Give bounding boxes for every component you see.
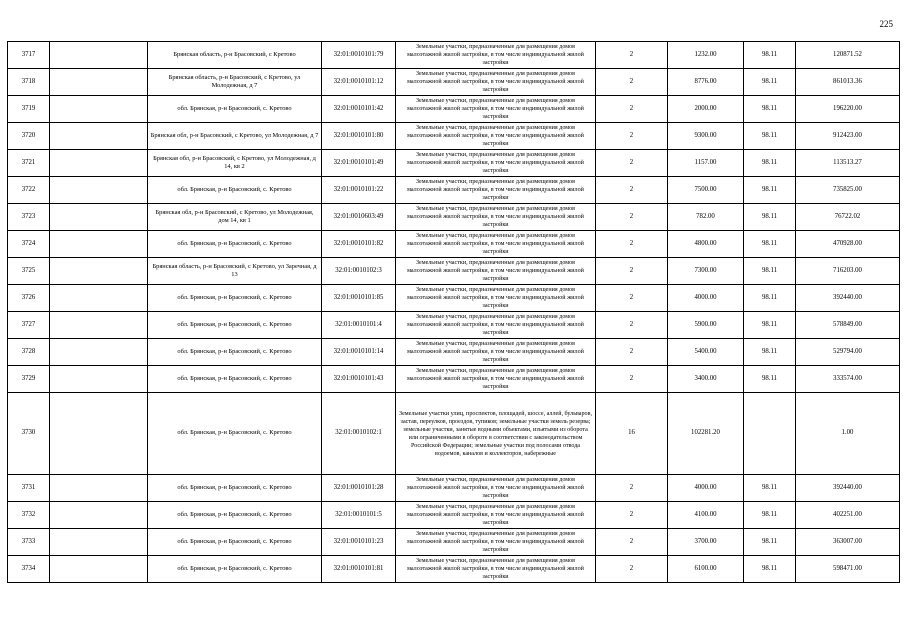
table-body — [8, 42, 900, 583]
blank-cell — [50, 475, 148, 502]
table-row — [8, 556, 900, 583]
cadastral-number-cell: 32:01:0010101:81 — [322, 556, 396, 583]
area-cell: 6100.00 — [668, 556, 744, 583]
area-cell: 1157.00 — [668, 150, 744, 177]
table-row — [8, 366, 900, 393]
land-use-category-cell: Земельные участки, предназначенные для размещения домов малоэтажной жилой застройки, в том числе индивидуальной жилой застройки — [396, 177, 596, 204]
blank-cell — [50, 556, 148, 583]
land-use-category-cell: Земельные участки улиц, проспектов, площадей, шоссе, аллей, бульваров, застав, переулков, проездов, тупиков; земельные участки земель резерва; земельные участки, занятые водными объектами, изъятыми из оборота или ограниченными в обороте в соответствии с законодательством Российской Федерации; земельные участки под полосами отвода водоемов, каналов и коллекторов, набережные — [396, 393, 596, 475]
cadastral-value-cell: 392440.00 — [796, 285, 900, 312]
address-cell: обл. Брянская, р-н Брасовский, с. Кретово — [148, 556, 322, 583]
area-cell: 782.00 — [668, 204, 744, 231]
group-cell: 2 — [596, 529, 668, 556]
table-row — [8, 312, 900, 339]
table-row — [8, 204, 900, 231]
land-use-category-cell: Земельные участки, предназначенные для размещения домов малоэтажной жилой застройки, в том числе индивидуальной жилой застройки — [396, 231, 596, 258]
cadastral-number-cell: 32:01:0010102:3 — [322, 258, 396, 285]
land-use-category-cell: Земельные участки, предназначенные для размещения домов малоэтажной жилой застройки, в том числе индивидуальной жилой застройки — [396, 475, 596, 502]
cadastral-value-cell: 1.00 — [796, 393, 900, 475]
area-cell: 2000.00 — [668, 96, 744, 123]
blank-cell — [50, 69, 148, 96]
cadastral-number-cell: 32:01:0010101:43 — [322, 366, 396, 393]
address-cell: обл. Брянская, р-н Брасовский, с. Кретово — [148, 393, 322, 475]
address-cell: обл. Брянская, р-н Брасовский, с. Кретово — [148, 529, 322, 556]
land-use-category-cell: Земельные участки, предназначенные для размещения домов малоэтажной жилой застройки, в том числе индивидуальной жилой застройки — [396, 42, 596, 69]
cadastral-value-cell: 861013.36 — [796, 69, 900, 96]
cadastral-value-cell: 402251.00 — [796, 502, 900, 529]
specific-value-cell: 98.11 — [744, 475, 796, 502]
land-use-category-cell: Земельные участки, предназначенные для размещения домов малоэтажной жилой застройки, в том числе индивидуальной жилой застройки — [396, 96, 596, 123]
cadastral-number-cell: 32:01:0010101:22 — [322, 177, 396, 204]
cadastral-value-cell: 912423.00 — [796, 123, 900, 150]
blank-cell — [50, 123, 148, 150]
cadastral-number-cell: 32:01:0010101:23 — [322, 529, 396, 556]
row-number: 3733 — [8, 529, 50, 556]
address-cell: обл. Брянская, р-н Брасовский, с. Кретово — [148, 312, 322, 339]
group-cell: 2 — [596, 339, 668, 366]
blank-cell — [50, 285, 148, 312]
blank-cell — [50, 312, 148, 339]
group-cell: 2 — [596, 502, 668, 529]
specific-value-cell: 98.11 — [744, 123, 796, 150]
table-row — [8, 69, 900, 96]
page-number: 225 — [879, 19, 893, 29]
specific-value-cell: 98.11 — [744, 502, 796, 529]
specific-value-cell: 98.11 — [744, 177, 796, 204]
table-row — [8, 42, 900, 69]
table-row — [8, 502, 900, 529]
cadastral-number-cell: 32:01:0010101:85 — [322, 285, 396, 312]
specific-value-cell: 98.11 — [744, 204, 796, 231]
table-row — [8, 96, 900, 123]
row-number: 3727 — [8, 312, 50, 339]
area-cell: 102281.20 — [668, 393, 744, 475]
address-cell: Брянская обл, р-н Брасовский, с Кретово, ул Молодежная, д 7 — [148, 123, 322, 150]
area-cell: 5400.00 — [668, 339, 744, 366]
cadastral-number-cell: 32:01:0010101:28 — [322, 475, 396, 502]
address-cell: обл. Брянская, р-н Брасовский, с. Кретово — [148, 231, 322, 258]
land-use-category-cell: Земельные участки, предназначенные для размещения домов малоэтажной жилой застройки, в том числе индивидуальной жилой застройки — [396, 339, 596, 366]
cadastral-value-cell: 392440.00 — [796, 475, 900, 502]
area-cell: 7300.00 — [668, 258, 744, 285]
row-number: 3734 — [8, 556, 50, 583]
area-cell: 4800.00 — [668, 231, 744, 258]
group-cell: 2 — [596, 123, 668, 150]
group-cell: 2 — [596, 231, 668, 258]
cadastral-value-cell: 598471.00 — [796, 556, 900, 583]
table-row — [8, 177, 900, 204]
row-number: 3724 — [8, 231, 50, 258]
row-number: 3730 — [8, 393, 50, 475]
group-cell: 16 — [596, 393, 668, 475]
table-row — [8, 529, 900, 556]
row-number: 3721 — [8, 150, 50, 177]
blank-cell — [50, 150, 148, 177]
cadastral-value-cell: 578849.00 — [796, 312, 900, 339]
table-row — [8, 123, 900, 150]
blank-cell — [50, 177, 148, 204]
table-row — [8, 339, 900, 366]
area-cell: 4100.00 — [668, 502, 744, 529]
cadastral-number-cell: 32:01:0010101:12 — [322, 69, 396, 96]
group-cell: 2 — [596, 177, 668, 204]
address-cell: Брянская обл, р-н Брасовский, с Кретово, ул Молодежная, д 14, кв 2 — [148, 150, 322, 177]
group-cell: 2 — [596, 258, 668, 285]
cadastral-value-cell: 333574.00 — [796, 366, 900, 393]
area-cell: 8776.00 — [668, 69, 744, 96]
table-row — [8, 150, 900, 177]
area-cell: 4000.00 — [668, 475, 744, 502]
row-number: 3729 — [8, 366, 50, 393]
address-cell: обл. Брянская, р-н Брасовский, с. Кретово — [148, 366, 322, 393]
address-cell: Брянская область, р-н Брасовский, с Кретово, ул Молодежная, д 7 — [148, 69, 322, 96]
specific-value-cell: 98.11 — [744, 69, 796, 96]
land-use-category-cell: Земельные участки, предназначенные для размещения домов малоэтажной жилой застройки, в том числе индивидуальной жилой застройки — [396, 69, 596, 96]
table-row — [8, 475, 900, 502]
specific-value-cell: 98.11 — [744, 339, 796, 366]
area-cell: 1232.00 — [668, 42, 744, 69]
blank-cell — [50, 258, 148, 285]
group-cell: 2 — [596, 366, 668, 393]
row-number: 3718 — [8, 69, 50, 96]
cadastral-value-cell: 716203.00 — [796, 258, 900, 285]
specific-value-cell: 98.11 — [744, 366, 796, 393]
blank-cell — [50, 42, 148, 69]
address-cell: Брянская область, р-н Брасовский, с Кретово — [148, 42, 322, 69]
address-cell: обл. Брянская, р-н Брасовский, с. Кретово — [148, 285, 322, 312]
cadastral-value-cell: 120871.52 — [796, 42, 900, 69]
specific-value-cell — [744, 393, 796, 475]
cadastral-value-cell: 529794.00 — [796, 339, 900, 366]
group-cell: 2 — [596, 42, 668, 69]
group-cell: 2 — [596, 475, 668, 502]
group-cell: 2 — [596, 150, 668, 177]
table-row — [8, 393, 900, 475]
table-row — [8, 258, 900, 285]
blank-cell — [50, 366, 148, 393]
address-cell: обл. Брянская, р-н Брасовский, с. Кретово — [148, 502, 322, 529]
cadastral-number-cell: 32:01:0010101:14 — [322, 339, 396, 366]
land-use-category-cell: Земельные участки, предназначенные для размещения домов малоэтажной жилой застройки, в том числе индивидуальной жилой застройки — [396, 556, 596, 583]
area-cell: 7500.00 — [668, 177, 744, 204]
row-number: 3723 — [8, 204, 50, 231]
land-use-category-cell: Земельные участки, предназначенные для размещения домов малоэтажной жилой застройки, в том числе индивидуальной жилой застройки — [396, 204, 596, 231]
land-use-category-cell: Земельные участки, предназначенные для размещения домов малоэтажной жилой застройки, в том числе индивидуальной жилой застройки — [396, 258, 596, 285]
specific-value-cell: 98.11 — [744, 556, 796, 583]
cadastral-number-cell: 32:01:0010101:5 — [322, 502, 396, 529]
cadastral-value-cell: 76722.02 — [796, 204, 900, 231]
address-cell: Брянская обл, р-н Брасовский, с Кретово, ул Молодежная, дом 14, кв 1 — [148, 204, 322, 231]
blank-cell — [50, 393, 148, 475]
specific-value-cell: 98.11 — [744, 529, 796, 556]
blank-cell — [50, 529, 148, 556]
group-cell: 2 — [596, 69, 668, 96]
cadastral-value-cell: 470928.00 — [796, 231, 900, 258]
row-number: 3728 — [8, 339, 50, 366]
cadastral-value-cell: 735825.00 — [796, 177, 900, 204]
area-cell: 5900.00 — [668, 312, 744, 339]
row-number: 3719 — [8, 96, 50, 123]
specific-value-cell: 98.11 — [744, 42, 796, 69]
row-number: 3725 — [8, 258, 50, 285]
blank-cell — [50, 204, 148, 231]
blank-cell — [50, 96, 148, 123]
specific-value-cell: 98.11 — [744, 285, 796, 312]
land-use-category-cell: Земельные участки, предназначенные для размещения домов малоэтажной жилой застройки, в том числе индивидуальной жилой застройки — [396, 529, 596, 556]
land-use-category-cell: Земельные участки, предназначенные для размещения домов малоэтажной жилой застройки, в том числе индивидуальной жилой застройки — [396, 502, 596, 529]
group-cell: 2 — [596, 204, 668, 231]
land-use-category-cell: Земельные участки, предназначенные для размещения домов малоэтажной жилой застройки, в том числе индивидуальной жилой застройки — [396, 312, 596, 339]
address-cell: Брянская область, р-н Брасовский, с Кретово, ул Заречная, д 13 — [148, 258, 322, 285]
specific-value-cell: 98.11 — [744, 150, 796, 177]
cadastral-number-cell: 32:01:0010101:82 — [322, 231, 396, 258]
table-row — [8, 231, 900, 258]
address-cell: обл. Брянская, р-н Брасовский, с. Кретово — [148, 475, 322, 502]
row-number: 3732 — [8, 502, 50, 529]
row-number: 3717 — [8, 42, 50, 69]
land-plot-table — [7, 41, 900, 583]
cadastral-number-cell: 32:01:0010101:79 — [322, 42, 396, 69]
land-use-category-cell: Земельные участки, предназначенные для размещения домов малоэтажной жилой застройки, в том числе индивидуальной жилой застройки — [396, 285, 596, 312]
row-number: 3726 — [8, 285, 50, 312]
cadastral-number-cell: 32:01:0010101:4 — [322, 312, 396, 339]
specific-value-cell: 98.11 — [744, 312, 796, 339]
area-cell: 3700.00 — [668, 529, 744, 556]
blank-cell — [50, 502, 148, 529]
cadastral-number-cell: 32:01:0010101:42 — [322, 96, 396, 123]
land-use-category-cell: Земельные участки, предназначенные для размещения домов малоэтажной жилой застройки, в том числе индивидуальной жилой застройки — [396, 123, 596, 150]
area-cell: 9300.00 — [668, 123, 744, 150]
cadastral-number-cell: 32:01:0010603:49 — [322, 204, 396, 231]
row-number: 3722 — [8, 177, 50, 204]
row-number: 3731 — [8, 475, 50, 502]
specific-value-cell: 98.11 — [744, 96, 796, 123]
blank-cell — [50, 231, 148, 258]
group-cell: 2 — [596, 312, 668, 339]
group-cell: 2 — [596, 96, 668, 123]
land-use-category-cell: Земельные участки, предназначенные для размещения домов малоэтажной жилой застройки, в том числе индивидуальной жилой застройки — [396, 150, 596, 177]
specific-value-cell: 98.11 — [744, 231, 796, 258]
group-cell: 2 — [596, 285, 668, 312]
address-cell: обл. Брянская, р-н Брасовский, с. Кретово — [148, 339, 322, 366]
blank-cell — [50, 339, 148, 366]
address-cell: обл. Брянская, р-н Брасовский, с. Кретово — [148, 177, 322, 204]
group-cell: 2 — [596, 556, 668, 583]
cadastral-number-cell: 32:01:0010102:1 — [322, 393, 396, 475]
land-use-category-cell: Земельные участки, предназначенные для размещения домов малоэтажной жилой застройки, в том числе индивидуальной жилой застройки — [396, 366, 596, 393]
cadastral-number-cell: 32:01:0010101:80 — [322, 123, 396, 150]
cadastral-number-cell: 32:01:0010101:49 — [322, 150, 396, 177]
cadastral-value-cell: 113513.27 — [796, 150, 900, 177]
cadastral-value-cell: 363007.00 — [796, 529, 900, 556]
specific-value-cell: 98.11 — [744, 258, 796, 285]
address-cell: обл. Брянская, р-н Брасовский, с. Кретово — [148, 96, 322, 123]
table-row — [8, 285, 900, 312]
row-number: 3720 — [8, 123, 50, 150]
area-cell: 3400.00 — [668, 366, 744, 393]
cadastral-value-cell: 196220.00 — [796, 96, 900, 123]
area-cell: 4000.00 — [668, 285, 744, 312]
